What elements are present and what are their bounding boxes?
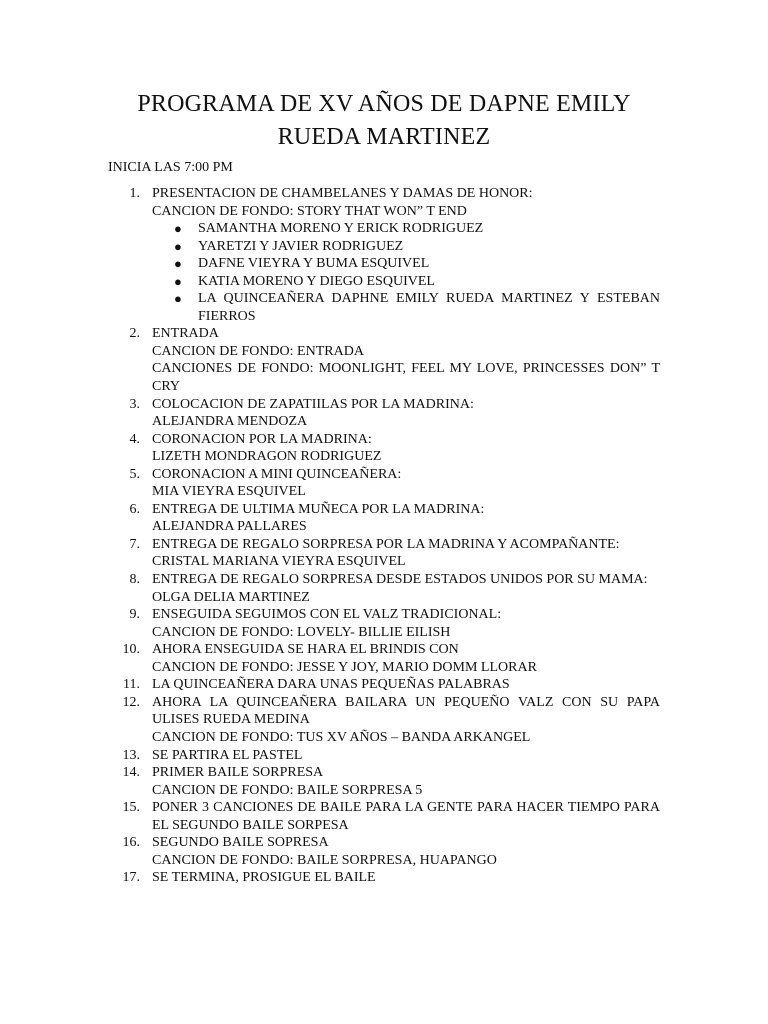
program-item-line: CORONACION A MINI QUINCEAÑERA:	[152, 466, 402, 482]
program-item	[0, 869, 768, 887]
program-item-line: MIA VIEYRA ESQUIVEL	[152, 484, 306, 500]
program-item-number: 17.	[122, 870, 140, 886]
program-item-line: CANCION DE FONDO: ENTRADA	[152, 343, 364, 359]
program-item-number: 8.	[129, 572, 140, 588]
program-item-line: CORONACION POR LA MADRINA:	[152, 431, 372, 447]
bullet-dot-icon: ●	[174, 238, 182, 254]
program-item-number: 9.	[129, 607, 140, 623]
program-item-line: CANCIONES DE FONDO: MOONLIGHT, FEEL MY LOVE, PRINCESSES DON” T CRY	[152, 361, 660, 395]
program-item-line: CANCION DE FONDO: BAILE SORPRESA, HUAPANGO	[152, 852, 497, 868]
program-item	[0, 834, 768, 869]
bullet-item	[152, 238, 660, 256]
program-item	[0, 764, 768, 799]
program-item-line: SE TERMINA, PROSIGUE EL BAILE	[152, 870, 376, 886]
program-item-line: CANCION DE FONDO: STORY THAT WON” T END	[152, 203, 467, 219]
program-item-line: ALEJANDRA PALLARES	[152, 519, 307, 535]
program-item-line: PONER 3 CANCIONES DE BAILE PARA LA GENTE PARA HACER TIEMPO PARA EL SEGUNDO BAILE SORPESA	[152, 800, 660, 833]
program-item-number: 7.	[129, 536, 140, 552]
start-time: INICIA LAS 7:00 PM	[108, 160, 233, 175]
program-item	[0, 694, 768, 747]
program-item-line: ALEJANDRA MENDOZA	[152, 414, 308, 430]
program-item-line: PRESENTACION DE CHAMBELANES Y DAMAS DE HONOR:	[152, 186, 533, 201]
bullet-text: DAFNE VIEYRA Y BUMA ESQUIVEL	[198, 256, 430, 272]
program-item-line: CANCION DE FONDO: JESSE Y JOY, MARIO DOMM LLORAR	[152, 659, 537, 675]
bullet-dot-icon: ●	[174, 273, 182, 289]
program-item-line: LA QUINCEAÑERA DARA UNAS PEQUEÑAS PALABRAS	[152, 677, 510, 693]
bullet-text: SAMANTHA MORENO Y ERICK RODRIGUEZ	[198, 221, 484, 237]
program-item-number: 3.	[129, 396, 140, 412]
program-item	[0, 571, 768, 606]
bullet-text: KATIA MORENO Y DIEGO ESQUIVEL	[198, 273, 435, 289]
program-item-line: CRISTAL MARIANA VIEYRA ESQUIVEL	[152, 554, 406, 570]
program-item-line: ENTREGA DE ULTIMA MUÑECA POR LA MADRINA:	[152, 501, 485, 517]
program-item-line: ENSEGUIDA SEGUIMOS CON EL VALZ TRADICIONAL:	[152, 607, 502, 623]
bullet-item	[152, 290, 660, 325]
program-item-line: CANCION DE FONDO: BAILE SORPRESA 5	[152, 782, 423, 798]
program-list	[0, 185, 768, 887]
program-item-line: SEGUNDO BAILE SOPRESA	[152, 835, 329, 851]
program-item	[0, 185, 768, 325]
program-item-line: ENTREGA DE REGALO SORPRESA DESDE ESTADOS UNIDOS POR SU MAMA:	[152, 572, 648, 588]
program-item-line: CANCION DE FONDO: TUS XV AÑOS – BANDA ARKANGEL	[152, 729, 531, 745]
page-title	[0, 88, 768, 154]
program-item	[0, 536, 768, 571]
program-item-number: 16.	[122, 835, 140, 851]
program-item-line: PRIMER BAILE SORPRESA	[152, 765, 324, 781]
program-item-line: ENTRADA	[152, 326, 219, 342]
bullet-list	[152, 220, 660, 325]
title-line-1: PROGRAMA DE XV AÑOS DE DAPNE EMILY	[137, 91, 631, 117]
bullet-dot-icon: ●	[174, 256, 182, 272]
program-item	[0, 747, 768, 765]
program-item-number: 12.	[122, 694, 140, 710]
program-item-line: AHORA LA QUINCEAÑERA BAILARA UN PEQUEÑO VALZ CON SU PAPA ULISES RUEDA MEDINA	[152, 694, 660, 728]
program-item-line: AHORA ENSEGUIDA SE HARA EL BRINDIS CON	[152, 642, 459, 658]
program-item-number: 4.	[129, 431, 140, 447]
program-item-number: 10.	[122, 642, 140, 658]
program-item	[0, 501, 768, 536]
program-item-number: 15.	[122, 800, 140, 816]
program-item-number: 11.	[123, 677, 140, 693]
program-item-line: ENTREGA DE REGALO SORPRESA POR LA MADRINA Y ACOMPAÑANTE:	[152, 536, 620, 552]
program-item	[0, 641, 768, 676]
bullet-item	[152, 220, 660, 238]
bullet-dot-icon: ●	[174, 291, 182, 307]
program-item	[0, 325, 768, 395]
program-item-line: CANCION DE FONDO: LOVELY- BILLIE EILISH	[152, 624, 451, 640]
program-item	[0, 431, 768, 466]
program-item-line: COLOCACION DE ZAPATIILAS POR LA MADRINA:	[152, 396, 474, 412]
program-item-line: SE PARTIRA EL PASTEL	[152, 747, 303, 763]
program-item-line: OLGA DELIA MARTINEZ	[152, 589, 310, 605]
bullet-text: YARETZI Y JAVIER RODRIGUEZ	[198, 238, 404, 254]
program-item-number: 13.	[122, 747, 140, 763]
title-line-2: RUEDA MARTINEZ	[277, 124, 491, 150]
program-item	[0, 799, 768, 834]
program-item	[0, 396, 768, 431]
bullet-dot-icon: ●	[174, 221, 182, 237]
bullet-item	[152, 273, 660, 291]
program-item-number: 2.	[129, 326, 140, 342]
program-item	[0, 676, 768, 694]
program-item-number: 1.	[129, 186, 140, 201]
bullet-item	[152, 255, 660, 273]
program-item-number: 14.	[122, 765, 140, 781]
program-item-line: LIZETH MONDRAGON RODRIGUEZ	[152, 449, 382, 465]
program-item	[0, 606, 768, 641]
program-item-number: 5.	[129, 466, 140, 482]
program-item	[0, 466, 768, 501]
program-item-number: 6.	[129, 501, 140, 517]
bullet-text: LA QUINCEAÑERA DAPHNE EMILY RUEDA MARTINEZ Y ESTEBAN FIERROS	[198, 291, 660, 324]
